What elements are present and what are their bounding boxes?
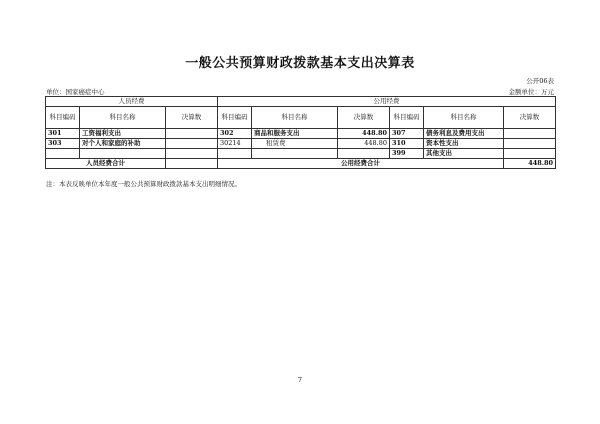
public-code-cell: 310 [390,139,424,149]
amount-unit-label: 金额单位：万元 [508,88,554,96]
public-amount-cell [338,149,390,159]
header-row-columns [46,107,556,129]
table-row [46,129,556,139]
public-name-cell: 资本性支出 [424,139,504,149]
public-total-label: 公用经费合计 [218,159,504,169]
public-header: 公用经费 [218,97,556,107]
totals-row [46,159,556,169]
public-code-cell: 302 [218,129,252,139]
column-header-code: 科目编码 [218,107,252,129]
table-row [46,149,556,159]
public-amount-cell: 448.80 [338,129,390,139]
form-number: 公开06表 [526,77,554,85]
column-header-amount: 决算数 [338,107,390,129]
column-header-amount: 决算数 [166,107,218,129]
table-row [46,139,556,149]
expenditure-table [45,96,556,169]
column-header-code: 科目编码 [390,107,424,129]
personnel-name-cell [80,149,166,159]
table-note: 注：本表反映单位本年度一般公共预算财政拨款基本支出明细情况。 [46,180,241,188]
public-name-cell: 债务利息及费用支出 [424,129,504,139]
public-amount-cell [504,129,556,139]
personnel-code-cell: 301 [46,129,80,139]
personnel-total-value [166,159,218,169]
public-total-value: 448.80 [504,159,556,169]
column-header-code: 科目编码 [46,107,80,129]
personnel-amount-cell [166,129,218,139]
personnel-name-cell: 工资福利支出 [80,129,166,139]
column-header-name: 科目名称 [80,107,166,129]
column-header-name: 科目名称 [424,107,504,129]
column-header-amount: 决算数 [504,107,556,129]
public-name-cell: 其他支出 [424,149,504,159]
public-code-cell: 30214 [218,139,252,149]
public-code-cell [218,149,252,159]
column-header-name: 科目名称 [252,107,338,129]
personnel-amount-cell [166,149,218,159]
public-name-cell [252,149,338,159]
personnel-header: 人员经费 [46,97,218,107]
public-amount-cell [504,149,556,159]
personnel-code-cell: 303 [46,139,80,149]
page-title: 一般公共预算财政拨款基本支出决算表 [185,56,415,71]
public-code-cell: 307 [390,129,424,139]
page-number: 7 [297,376,303,384]
unit-label: 单位：国家癌症中心 [46,88,105,96]
personnel-total-label: 人员经费合计 [46,159,166,169]
personnel-amount-cell [166,139,218,149]
public-name-cell: 租赁费 [252,139,338,149]
personnel-name-cell: 对个人和家庭的补助 [80,139,166,149]
public-amount-cell [504,139,556,149]
public-amount-cell: 448.80 [338,139,390,149]
header-row-groups [46,97,556,107]
public-code-cell: 399 [390,149,424,159]
personnel-code-cell [46,149,80,159]
public-name-cell: 商品和服务支出 [252,129,338,139]
